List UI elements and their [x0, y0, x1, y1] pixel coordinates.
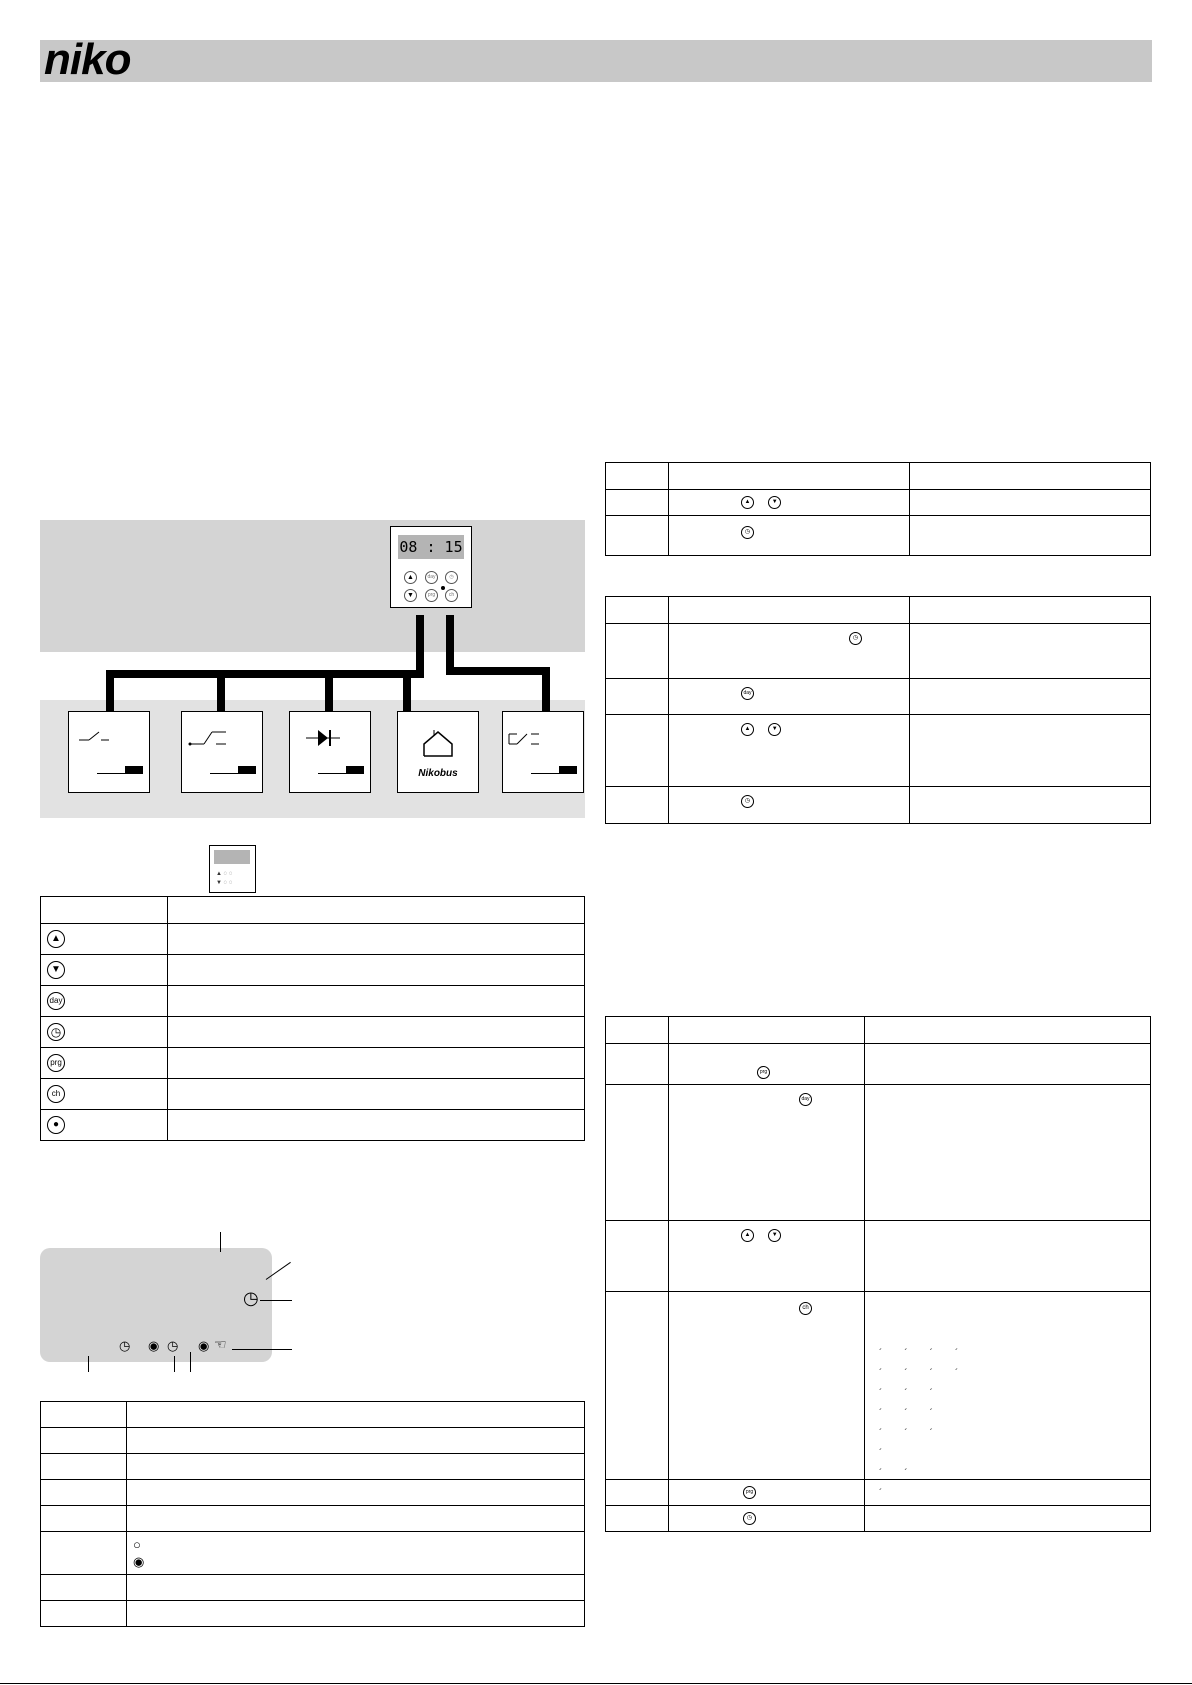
- clock-icon: ◷: [167, 1338, 179, 1353]
- callout-line: [190, 1352, 191, 1372]
- clock-icon: ◷: [741, 526, 754, 539]
- open-circle-icon: ○: [133, 1537, 141, 1552]
- down-arrow-icon: ▼: [768, 723, 781, 736]
- up-arrow-icon: ▲: [404, 571, 417, 584]
- prg-icon: prg: [757, 1066, 770, 1079]
- record-icon: ◉: [198, 1338, 210, 1353]
- nikobus-module: [397, 711, 479, 793]
- up-arrow-icon: ▲: [741, 1229, 754, 1242]
- header-bar: [40, 35, 1152, 84]
- up-arrow-icon: ▲: [47, 930, 65, 948]
- ch-icon: ch: [445, 589, 458, 602]
- up-arrow-icon: ▲: [741, 496, 754, 509]
- clock-icon: ◷: [47, 1023, 65, 1041]
- ch-icon: ch: [47, 1085, 65, 1103]
- display-panel: [40, 1248, 272, 1362]
- record-icon: ●: [47, 1116, 65, 1134]
- controller-lcd: 08 : 15: [398, 535, 464, 559]
- changeover-symbol-icon: [182, 720, 262, 760]
- led-dot: [441, 586, 445, 590]
- day-icon: day: [47, 992, 65, 1010]
- day-icon: day: [799, 1093, 812, 1106]
- thumbnail-buttons: ▲ ◌ ◌ ▼ ◌ ◌: [216, 871, 233, 886]
- bus-line: [106, 670, 114, 712]
- down-arrow-icon: ▼: [47, 961, 65, 979]
- bus-line: [446, 615, 454, 670]
- clock-icon: ◷: [849, 632, 862, 645]
- thumbnail-lcd: [214, 850, 250, 864]
- prg-icon: prg: [425, 589, 438, 602]
- display-legend-table: [40, 1401, 585, 1627]
- day-icon: day: [741, 687, 754, 700]
- button-table: [40, 896, 585, 1141]
- bus-line: [542, 667, 550, 712]
- brand-logo: niko: [44, 35, 131, 84]
- clock-icon: ◷: [119, 1338, 131, 1353]
- separator: [754, 1233, 768, 1242]
- callout-line: [220, 1232, 221, 1252]
- switch-symbol-icon: [69, 720, 149, 760]
- down-arrow-icon: ▼: [768, 496, 781, 509]
- record-icon: ◉: [148, 1338, 160, 1353]
- house-icon: [398, 726, 478, 766]
- bus-line: [217, 670, 225, 712]
- separator: [754, 727, 768, 736]
- bus-line: [403, 670, 411, 712]
- program-table: [605, 1016, 1151, 1532]
- record-icon: ◉: [133, 1554, 145, 1569]
- callout-line: [232, 1349, 292, 1350]
- set-time-table: [605, 462, 1151, 556]
- day-icon: day: [425, 571, 438, 584]
- hand-icon: ☜: [214, 1336, 227, 1352]
- clock-icon: ◷: [445, 571, 458, 584]
- switch-module: [68, 711, 150, 793]
- controller-thumbnail: [209, 845, 256, 893]
- prg-icon: prg: [47, 1054, 65, 1072]
- bus-line: [325, 670, 333, 712]
- clock-icon: ◷: [243, 1288, 259, 1308]
- controller-unit: [390, 526, 472, 608]
- callout-line: [260, 1300, 292, 1301]
- callout-line: [88, 1356, 89, 1372]
- up-arrow-icon: ▲: [741, 723, 754, 736]
- bus-line: [106, 670, 424, 678]
- down-arrow-icon: ▼: [768, 1229, 781, 1242]
- changeover-module: [181, 711, 263, 793]
- callout-line: [174, 1356, 175, 1372]
- separator: [754, 500, 768, 509]
- clock-icon: ◷: [743, 1512, 756, 1525]
- clock-icon: ◷: [741, 795, 754, 808]
- set-day-table: [605, 596, 1151, 824]
- ch-icon: ch: [799, 1302, 812, 1315]
- bottom-rule: [0, 1683, 1192, 1684]
- bus-line: [446, 667, 550, 675]
- ticks: ´´´´ ´´´´ ´´´ ´´´ ´´´ ´ ´´ ´: [879, 1348, 981, 1499]
- blind-module: [502, 711, 584, 793]
- prg-icon: prg: [743, 1486, 756, 1499]
- down-arrow-icon: ▼: [404, 589, 417, 602]
- dimmer-module: [289, 711, 371, 793]
- bus-line: [416, 615, 424, 677]
- diagram-background-top: [40, 520, 585, 652]
- nikobus-label: Nikobus: [418, 768, 458, 779]
- blind-symbol-icon: [503, 720, 583, 760]
- diode-symbol-icon: [290, 726, 370, 766]
